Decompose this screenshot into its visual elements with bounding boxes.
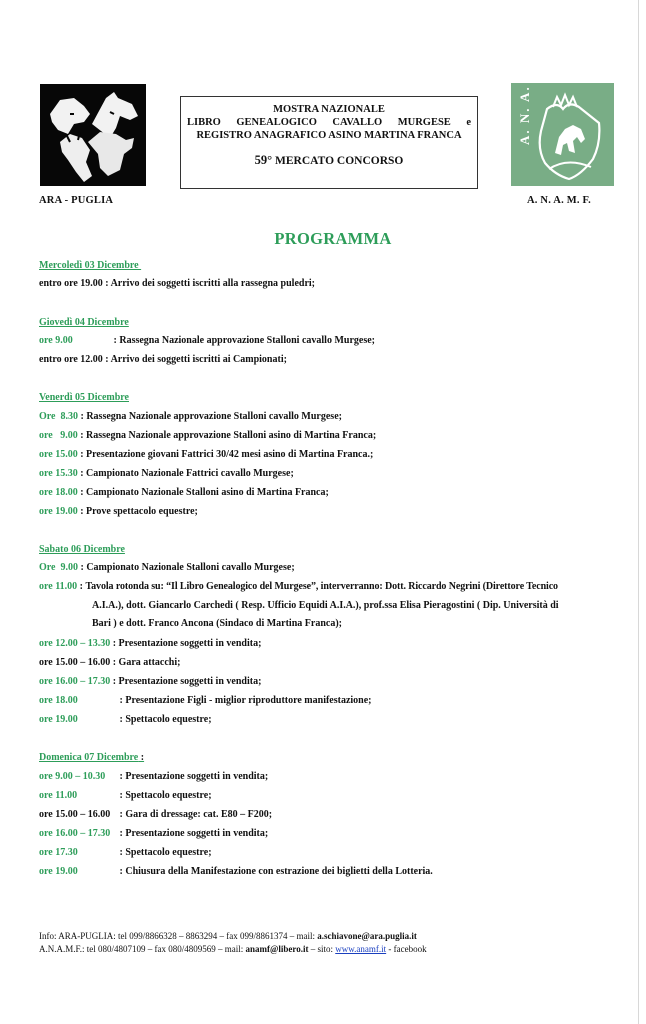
event-description: Gara attacchi; [118,657,181,668]
event-description: Campionato Nazionale Fattrici cavallo Murgese; [86,468,294,479]
event-separator: : [117,790,126,801]
schedule-row [39,487,329,499]
event-description: Campionato Nazionale Stalloni cavallo Murgese; [86,562,295,573]
edition-text: MERCATO CONCORSO [275,155,404,167]
event-time: ore 15.00 – 16.00 [39,809,111,820]
title-line-1: MOSTRA NAZIONALE [273,104,385,115]
event-separator: : [117,809,126,820]
event-separator: : [117,866,126,877]
event-time: ore 9.00 [39,430,78,441]
event-separator: : [117,771,126,782]
schedule-row [39,411,342,423]
day-heading-giovedi: Giovedì 04 Dicembre [39,317,129,328]
event-separator: : [77,411,87,422]
left-logo-caption: ARA - PUGLIA [39,195,114,206]
schedule-row [39,638,261,650]
event-separator: : [110,657,119,668]
event-time: ore 17.30 [39,847,78,858]
event-description: Rassegna Nazionale approvazione Stalloni asino di Martina Franca; [86,430,377,441]
event-separator: : [77,468,87,479]
event-separator: : [102,354,111,365]
event-separator: : [77,430,87,441]
animals-silhouette-icon [40,84,146,186]
schedule-row [39,695,372,707]
schedule-row [39,828,268,840]
event-separator: : [110,638,119,649]
programma-title: PROGRAMMA [274,229,392,248]
footer-anamf-email[interactable]: anamf@libero.it [245,944,309,954]
event-description: Spettacolo equestre; [125,714,212,725]
right-logo-caption: A. N. A. M. F. [527,195,591,206]
footer-facebook-text: - facebook [386,944,427,954]
schedule-row [39,676,261,688]
schedule-row [39,449,373,461]
event-separator: : [77,581,86,592]
edition-number: 59° [254,153,273,167]
event-time: ore 16.00 – 17.30 [39,828,111,839]
event-time: ore 15.00 – 16.00 [39,657,111,668]
event-separator: : [102,278,111,289]
title-line-3: REGISTRO ANAGRAFICO ASINO MARTINA FRANCA [196,130,462,141]
event-description: Rassegna Nazionale approvazione Stalloni cavallo Murgese; [86,411,342,422]
footer-ara-text: Info: ARA-PUGLIA: tel 099/8866328 – 8863294 – fax 099/8861374 – mail: [39,931,315,941]
event-description: Prove spettacolo equestre; [86,506,198,517]
day-heading-label: Domenica 07 Dicembre [39,752,139,763]
footer-ara-contacts [39,931,417,941]
event-time: ore 9.00 – 10.30 [39,771,106,782]
event-time: Ore 9.00 [39,562,78,573]
day-heading-sabato: Sabato 06 Dicembre [39,544,125,555]
schedule-row [39,354,287,366]
footer-anamf-contacts [39,944,427,954]
schedule-row [39,847,212,859]
event-time: ore 11.00 [39,790,78,801]
day-heading-mercoledi: Mercoledì 03 Dicembre [39,260,142,271]
day-heading-venerdi: Venerdì 05 Dicembre [39,392,129,403]
schedule-row [39,657,180,669]
page-edge [638,0,639,1024]
schedule-row [39,430,376,442]
event-separator: : [117,828,126,839]
event-time: ore 11.00 [39,581,78,592]
schedule-row [39,278,315,290]
event-continuation: A.I.A.), dott. Giancarlo Carchedi ( Resp. Ufficio Equidi A.I.A.), prof.ssa Elisa Pieragostini ( Dip. Università di [92,600,559,611]
event-description: Presentazione soggetti in vendita; [118,638,262,649]
ara-puglia-logo [40,84,146,186]
title-line-2: LIBRO GENEALOGICO CAVALLO MURGESE e [187,117,471,128]
footer-anamf-text: A.N.A.M.F.: tel 080/4807109 – fax 080/4809569 – mail: [39,944,244,954]
event-title-box [180,96,478,189]
event-separator: : [77,562,87,573]
schedule-row [39,809,272,821]
event-time: ore 15.30 [39,468,78,479]
event-time: entro ore 19.00 [39,278,103,289]
day-heading-domenica [39,752,144,763]
schedule-row [39,468,294,480]
event-time: ore 12.00 – 13.30 [39,638,111,649]
event-separator: : [77,449,87,460]
event-description: Spettacolo equestre; [125,847,212,858]
schedule-row [39,562,295,574]
event-separator: : [111,335,120,346]
event-description: Chiusura della Manifestazione con estrazione dei biglietti della Lotteria. [125,866,433,877]
footer-ara-email[interactable]: a.schiavone@ara.puglia.it [317,931,417,941]
event-time: ore 9.00 [39,335,73,346]
edition-line [181,153,477,168]
schedule-row [39,714,212,726]
event-separator: : [117,714,126,725]
schedule-row [39,866,433,878]
schedule-row [39,581,558,593]
event-time: ore 16.00 – 17.30 [39,676,111,687]
event-description: Tavola rotonda su: “Il Libro Genealogico del Murgese”, interverranno: Dott. Riccardo Negrini (Direttore Tecnico [85,581,558,592]
event-separator: : [77,487,87,498]
event-time: ore 19.00 [39,506,78,517]
footer-website-link[interactable]: www.anamf.it [335,944,387,954]
event-separator: : [110,676,119,687]
anamf-vertical-text: A. N. A. M. F. [517,83,532,145]
event-time: Ore 8.30 [39,411,78,422]
event-time: ore 19.00 [39,714,78,725]
event-time: ore 18.00 [39,487,78,498]
event-description: Presentazione Figli - miglior riproduttore manifestazione; [125,695,372,706]
schedule-row [39,771,268,783]
event-description: Presentazione soggetti in vendita; [125,771,269,782]
footer-site-label: – sito: [308,944,336,954]
schedule-row [39,335,375,347]
schedule-row [39,506,198,518]
event-description: Rassegna Nazionale approvazione Stalloni cavallo Murgese; [119,335,375,346]
event-description: Campionato Nazionale Stalloni asino di Martina Franca; [86,487,329,498]
event-continuation: Bari ) e dott. Franco Ancona (Sindaco di Martina Franca); [92,618,342,629]
event-description: Gara di dressage: cat. E80 – F200; [125,809,273,820]
event-description: Spettacolo equestre; [125,790,212,801]
event-description: Arrivo dei soggetti iscritti ai Campionati; [110,354,287,365]
event-time: entro ore 12.00 [39,354,103,365]
day-heading-colon: : [138,752,145,763]
event-description: Presentazione soggetti in vendita; [125,828,269,839]
event-separator: : [117,847,126,858]
event-description: Presentazione soggetti in vendita; [118,676,262,687]
event-time: ore 18.00 [39,695,78,706]
event-separator: : [117,695,126,706]
event-description: Arrivo dei soggetti iscritti alla rassegna puledri; [110,278,315,289]
event-separator: : [77,506,87,517]
event-time: ore 19.00 [39,866,78,877]
anamf-logo [511,83,614,186]
event-time: ore 15.00 [39,449,78,460]
schedule-row [39,790,212,802]
horse-crest-icon [511,83,614,186]
event-description: Presentazione giovani Fattrici 30/42 mesi asino di Martina Franca.; [86,449,374,460]
